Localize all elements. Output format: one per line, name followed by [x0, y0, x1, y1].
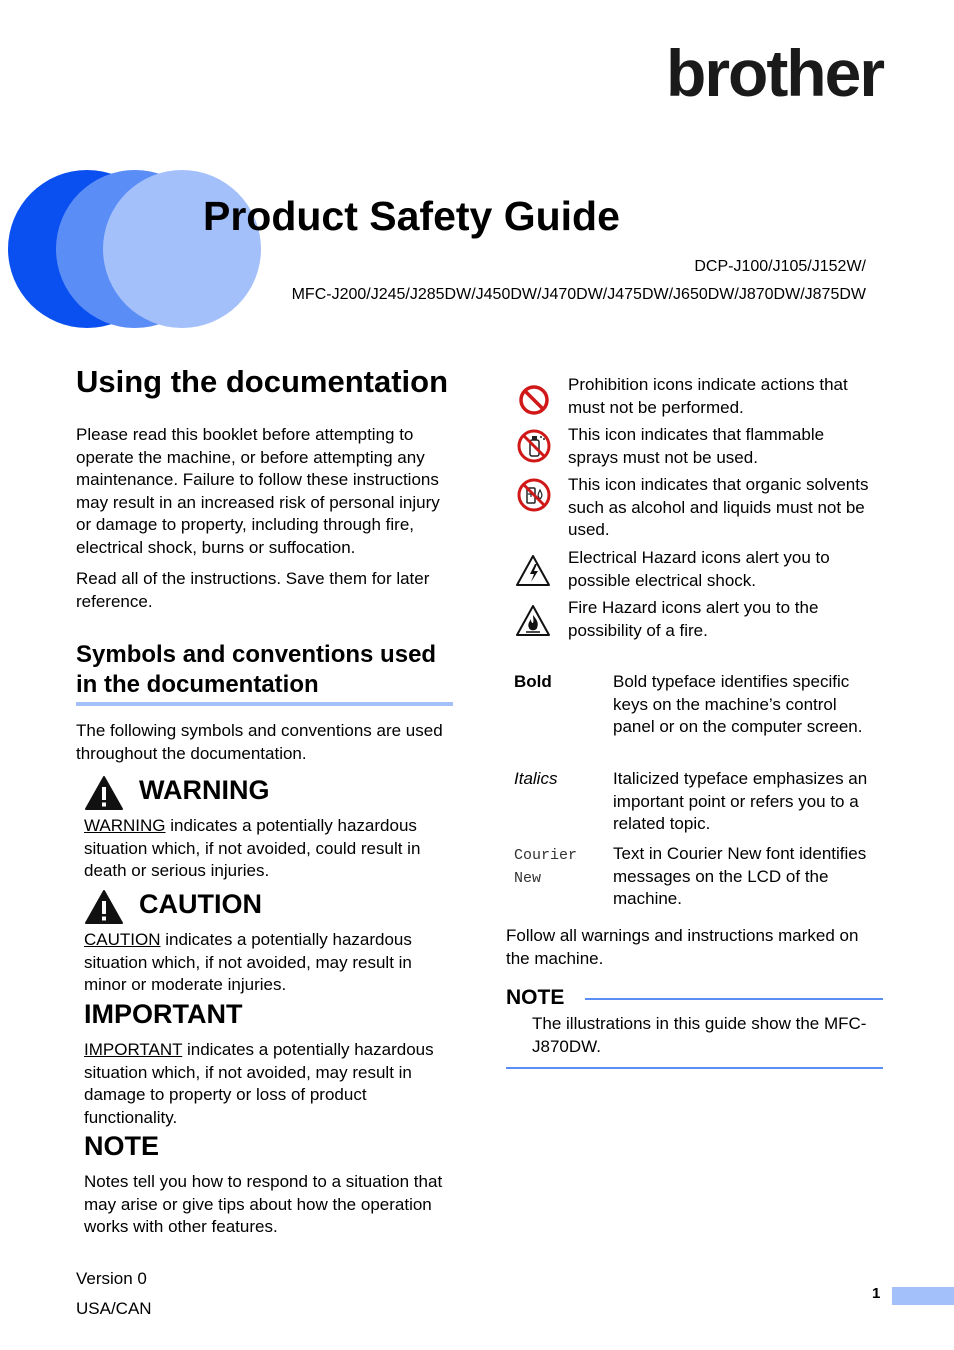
brother-logo: brother: [666, 36, 883, 110]
caution-triangle-icon: [84, 889, 124, 930]
section-heading-symbols: Symbols and conventions used in the documentation: [76, 641, 437, 698]
note-box-label: NOTE: [506, 986, 565, 1009]
no-organic-solvent-icon: [516, 477, 552, 518]
caution-text: indicates a potentially hazardous situation which, if not avoided, may result in minor or moderate injuries.: [84, 930, 412, 994]
version-text: Version 0: [76, 1269, 147, 1288]
convention-term-courier: [514, 845, 577, 890]
important-term: IMPORTANT: [84, 1040, 183, 1059]
caution-title: CAUTION: [139, 889, 262, 919]
convention-term-italics: Italics: [514, 769, 558, 788]
page-tab-marker: [892, 1287, 954, 1305]
warning-description: [84, 815, 444, 883]
follow-warnings-text: Follow all warnings and instructions marked on the machine.: [506, 926, 859, 968]
icon-desc-prohibition: Prohibition icons indicate actions that must not be performed.: [568, 375, 848, 417]
note-title: NOTE: [84, 1131, 160, 1161]
important-title: IMPORTANT: [84, 999, 243, 1029]
important-text: indicates a potentially hazardous situation which, if not avoided, may result in damage to property or loss of product functionality.: [84, 1040, 434, 1127]
icon-desc-flammable-sprays: This icon indicates that flammable sprays must not be used.: [568, 425, 825, 467]
region-text: USA/CAN: [76, 1299, 152, 1318]
icon-desc-fire-hazard: Fire Hazard icons alert you to the possibility of a fire.: [568, 598, 819, 640]
electrical-hazard-icon: [515, 553, 551, 594]
warning-text: indicates a potentially hazardous situation which, if not avoided, could result in death or serious injuries.: [84, 816, 421, 880]
read-instructions-paragraph: Read all of the instructions. Save them for later reference.: [76, 569, 430, 611]
convention-desc-italics: Italicized typeface emphasizes an important point or refers you to a related topic.: [613, 769, 868, 833]
convention-desc-bold: Bold typeface identifies specific keys on the machine’s control panel or on the computer screen.: [613, 672, 863, 736]
fire-hazard-icon: [515, 603, 551, 644]
icon-desc-organic-solvents: This icon indicates that organic solvents such as alcohol and liquids must not be used.: [568, 475, 869, 539]
warning-title: WARNING: [139, 775, 270, 805]
note-box-bottom-rule: [506, 1067, 883, 1069]
section-heading-using-documentation: Using the documentation: [76, 364, 448, 399]
caution-term: CAUTION: [84, 930, 161, 949]
important-description: [84, 1039, 444, 1129]
intro-paragraph: Please read this booklet before attempting to operate the machine, or before attempting any maintenance. Failure to follow these instructions may result in an increased risk of personal injury or damage to property, including through fire, electrical shock, burns or suffocation.: [76, 425, 440, 557]
heading-underline: [76, 702, 453, 706]
caution-description: [84, 929, 446, 997]
model-list-line1: DCP-J100/J105/J152W/: [694, 258, 866, 275]
no-flammable-spray-icon: [516, 428, 552, 469]
page-number: 1: [872, 1285, 881, 1302]
note-box-text: The illustrations in this guide show the MFC-J870DW.: [532, 1014, 867, 1056]
convention-term-courier-line2: New: [514, 869, 542, 887]
page-title: Product Safety Guide: [203, 193, 620, 239]
convention-term-courier-line1: Courier: [514, 847, 578, 864]
prohibition-icon: [516, 382, 552, 423]
model-list-line2: MFC-J200/J245/J285DW/J450DW/J470DW/J475DW/J650DW/J870DW/J875DW: [291, 286, 866, 303]
icon-desc-electrical-hazard: Electrical Hazard icons alert you to possible electrical shock.: [568, 548, 830, 590]
convention-desc-courier: Text in Courier New font identifies messages on the LCD of the machine.: [613, 844, 867, 908]
note-description: Notes tell you how to respond to a situation that may arise or give tips about how the operation works with other features.: [84, 1172, 443, 1236]
symbols-intro-paragraph: The following symbols and conventions are used throughout the documentation.: [76, 721, 443, 763]
warning-term: WARNING: [84, 816, 166, 835]
warning-triangle-icon: [84, 775, 124, 816]
note-box-top-rule: [585, 998, 883, 1000]
convention-term-bold: Bold: [514, 672, 552, 691]
